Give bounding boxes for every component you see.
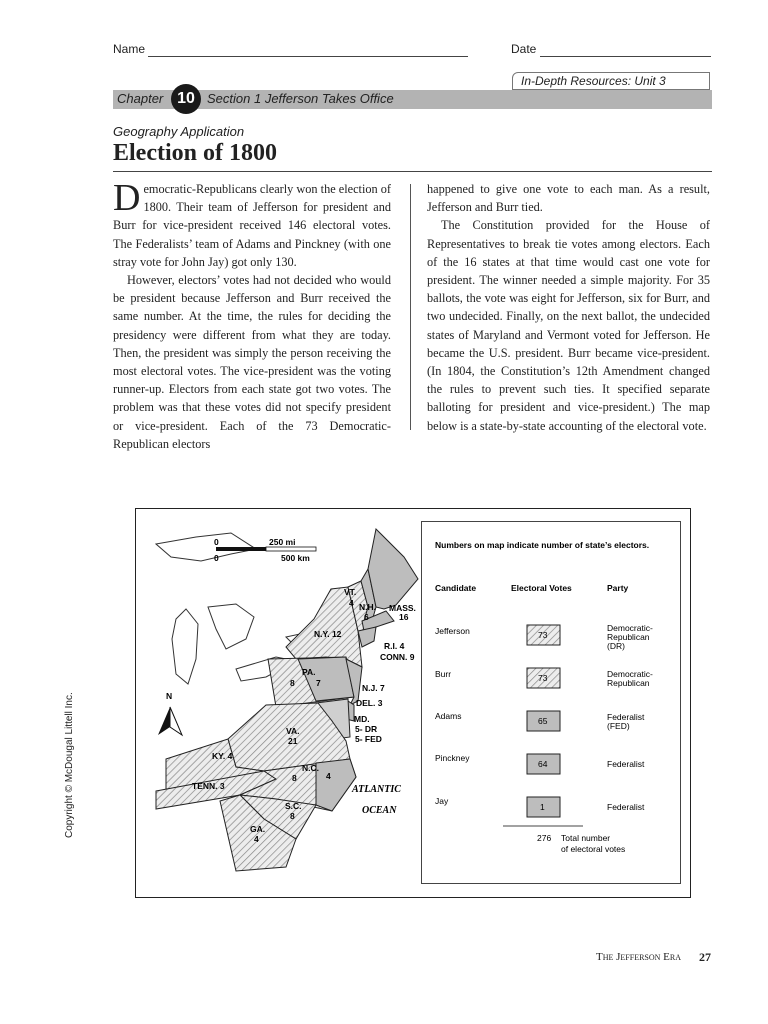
- scale-bar: [216, 547, 266, 551]
- total-number: 276: [537, 833, 552, 843]
- state-label: 21: [288, 736, 298, 746]
- party-label: (FED): [607, 721, 630, 731]
- candidate-name: Jefferson: [435, 626, 470, 636]
- ocean-label: OCEAN: [362, 805, 397, 816]
- north-arrow-icon: [158, 707, 182, 735]
- paragraph: The Constitution provided for the House of Representatives to break tie votes among electors. Each of the 16 states at that time would cast one vote for president. The winner needed a simple majority. For 35 ballots, the vote was eight for Jefferson, six for Burr, and two undecided. Finally, on the next ballot, the undecided states of Maryland and Vermont voted for Jefferson. He became the U.S. president. Burr became vice-president. (In 1804, the Constitution’s 12th Amendment changed the rules to prevent such ties. It specified separate balloting for president and vice-president.) The map below is a state-by-state accounting of the electoral vote.: [427, 218, 710, 433]
- lake-michigan: [172, 609, 198, 684]
- state-conn: [358, 627, 376, 647]
- state-nc-east: [316, 759, 356, 811]
- state-label: 4: [349, 598, 354, 608]
- legend-note: Numbers on map indicate number of state’s electors.: [435, 540, 650, 550]
- footer-unit-title: The Jefferson Era: [596, 951, 682, 963]
- scale-mi: 250 mi: [269, 537, 296, 547]
- party-label: Federalist: [607, 712, 645, 722]
- votes-value: 73: [538, 673, 548, 683]
- state-label: KY. 4: [212, 751, 233, 761]
- state-label: 8: [290, 678, 295, 688]
- state-label: 4: [254, 834, 259, 844]
- col-header-votes: Electoral Votes: [511, 583, 572, 593]
- party-label: Republican: [607, 632, 650, 642]
- lake-huron: [208, 604, 254, 649]
- state-label: 16: [399, 612, 409, 622]
- state-label: N.H.: [359, 602, 376, 612]
- state-maine-mass: [368, 529, 418, 609]
- state-label: S.C.: [285, 801, 302, 811]
- state-label: 5- DR: [355, 724, 378, 734]
- scale-zero-km: 0: [214, 553, 219, 563]
- body-column-2: [427, 180, 710, 435]
- candidate-name: Pinckney: [435, 753, 470, 763]
- party-label: (DR): [607, 641, 625, 651]
- party-label: Republican: [607, 678, 650, 688]
- state-label: 4: [326, 771, 331, 781]
- party-label: Democratic-: [607, 623, 653, 633]
- candidate-name: Adams: [435, 711, 462, 721]
- date-label: Date: [511, 42, 537, 56]
- state-label: 8: [292, 773, 297, 783]
- page-number: 27: [699, 950, 711, 964]
- body-column-1: [113, 177, 391, 453]
- state-label: GA.: [250, 824, 266, 834]
- col-header-candidate: Candidate: [435, 583, 477, 593]
- state-label: N.C.: [302, 763, 319, 773]
- state-label: 8: [290, 811, 295, 821]
- section-title: Section 1 Jefferson Takes Office: [207, 91, 394, 106]
- ocean-label: ATLANTIC: [352, 784, 401, 795]
- total-label: of electoral votes: [561, 844, 626, 854]
- scale-km: 500 km: [281, 553, 310, 563]
- chapter-label: Chapter: [117, 91, 164, 106]
- state-label: 6: [364, 612, 369, 622]
- state-label: DEL. 3: [356, 698, 383, 708]
- legend-table: [421, 521, 681, 884]
- name-label: Name: [113, 42, 146, 56]
- party-label: Federalist: [607, 759, 645, 769]
- election-map: [136, 509, 420, 897]
- page-title: Election of 1800: [113, 140, 277, 166]
- drop-cap: D: [113, 177, 141, 219]
- paragraph: However, electors’ votes had not decided who would be president because Jefferson and Burr received the same number. At the time, the rules for deciding the presidency were different from what they are today. Then, the president was simply the person receiving the most electoral votes. The vice-president was the voting runner-up. Electors from each state got two votes. The problem was that these votes did not specify president or vice-president. Each of the 73 Democratic-Republican electors: [113, 273, 391, 451]
- paragraph: emocratic-Republicans clearly won the election of 1800. Their team of Jefferson for president and Burr for vice-president received 146 electoral votes. The Federalists’ team of Adams and Pinckney (with one stray vote for John Jay) got only 130.: [113, 182, 391, 269]
- chapter-bar: [113, 90, 712, 109]
- state-label: VT.: [344, 587, 357, 597]
- votes-value: 65: [538, 716, 548, 726]
- candidate-name: Jay: [435, 796, 449, 806]
- category-label: Geography Application: [113, 124, 245, 139]
- total-label: Total number: [561, 833, 611, 843]
- state-label: VA.: [286, 726, 300, 736]
- state-label: TENN. 3: [192, 781, 225, 791]
- candidate-name: Burr: [435, 669, 452, 679]
- state-label: PA.: [302, 667, 316, 677]
- state-label: MD.: [354, 714, 370, 724]
- state-label: N.Y. 12: [314, 629, 342, 639]
- column-divider: [410, 184, 411, 430]
- title-rule: [113, 171, 712, 172]
- chapter-number-badge: 10: [171, 84, 201, 114]
- col-header-party: Party: [607, 583, 629, 593]
- state-label: N.J. 7: [362, 683, 385, 693]
- state-label: MASS.: [389, 603, 416, 613]
- resources-tab: In-Depth Resources: Unit 3: [512, 72, 710, 90]
- votes-value: 64: [538, 759, 548, 769]
- scale-zero: 0: [214, 537, 219, 547]
- state-label: 5- FED: [355, 734, 382, 744]
- north-label: N: [166, 691, 173, 701]
- state-label: CONN. 9: [380, 652, 415, 662]
- party-label: Democratic-: [607, 669, 653, 679]
- votes-value: 73: [538, 630, 548, 640]
- paragraph: happened to give one vote to each man. As a result, Jefferson and Burr tied.: [427, 182, 710, 215]
- votes-value: 1: [540, 802, 545, 812]
- name-field-line[interactable]: [148, 56, 468, 57]
- state-label: R.I. 4: [384, 641, 405, 651]
- copyright-notice: Copyright © McDougal Littell Inc.: [64, 692, 75, 838]
- date-field-line[interactable]: [540, 56, 711, 57]
- state-label: 7: [316, 678, 321, 688]
- party-label: Federalist: [607, 802, 645, 812]
